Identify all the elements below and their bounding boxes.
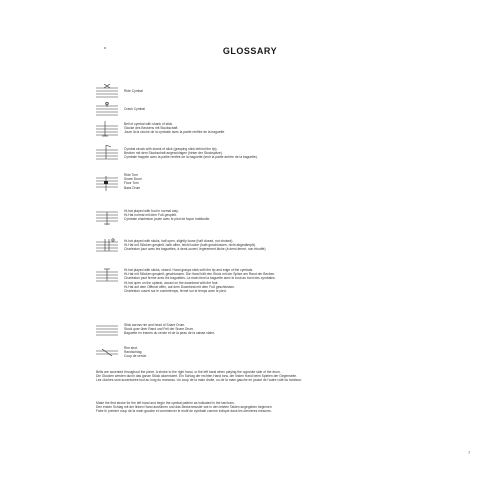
entry-line: Baguette en travers du cercle et de la peau de la caisse claire. [124,331,216,336]
entry-line: Hi-hat played with sticks, closed. Hand grasps stick with the tip and edge of the cymbals. [124,268,254,272]
entry-line: Ride Tom [124,173,138,177]
entry-line: Stock quer über Rand und Fell der Snare Drum. [124,327,195,332]
note-paragraph-1 [96,370,472,383]
entry-line: Glocke des Beckens mit Stockschaft. [124,126,179,131]
entry-line: Ride Cymbal [124,89,143,93]
entry-line: Becken mit dem Stockschaft angeschlagen (hinter der Stockspitze). [124,151,223,156]
entry-line: Charleston joué fermé avec les baguettes. La main tient la baguette avec le bout au bord des cymbales. [124,276,276,281]
paragraph-line: Les cloches sont accentuées tout au long du morceau. Un coup de la main droite, ou de la main gauche en jouant de l'autre côté du tambour. [96,378,302,383]
entry-line: Floor Tom [124,181,139,186]
entry-line: Jouer la la cloche de la cymbale avec la partie renflée de la baguette. [124,130,226,135]
note-paragraph-2 [96,401,472,414]
entry-line: Randschlag. [124,350,143,355]
ride-cymbal-notation-icon [96,84,118,102]
entry-line: Charleston joué avec les baguettes, à demi-ouvert, légèrement lâche (à demi-fermé, non étouffé). [124,247,267,252]
entry-line: Rim shot. [124,346,138,350]
entry-line: Hi-hat played with foot in normal way. [124,209,179,213]
entry-line: Snare Drum [124,177,142,182]
entry-line: Hi-Hat mit Stöcken gespielt, halb offen, leicht locker (halb geschlossen, nicht abgedämpft). [124,243,256,248]
rim-shot-notation-icon [96,345,118,363]
crash-cymbal-notation-icon [96,102,118,120]
entry-line: Hi-Hat mit Stöcken gespielt, geschlossen. Die Hand hält den Stock mit der Spitze am Rand der Becken. [124,272,276,277]
paragraph-line: Den ersten Schlag mit der linken Hand ausführen und das Beckenmuster wie in den letzten Takten angegeben beginnen. [96,405,273,410]
entry-line: Cymbale charleston jouée avec le pied de façon habituelle. [124,217,211,222]
scan-speck [104,47,106,49]
drums-notation-icon [96,172,118,194]
entry-line: Hi-Hat auf dem Offbeat offen, auf dem Downbeat mit dem Fuß geschlossen. [124,284,236,289]
page-title: GLOSSARY [222,46,278,56]
paragraph-line: Die Glocken werden durch das ganze Stück akzentuiert. Ein Schlag der rechten Hand bzw. der linken Hand beim Spielen der Gegenseite. [96,374,298,379]
cross-stick-notation-icon [96,322,118,340]
entry-line: Crash Cymbal [124,107,145,111]
hihat-half-open-notation-icon [96,238,118,256]
entry-line: Cymbale frappée avec la partie renflée de la baguette (tenir la partie arrière de la baguette). [124,155,258,160]
paragraph-line: Faire le premier coup de la main gauche et commencer le motif de cymbale comme indiqué dans les dernières mesures. [96,409,272,414]
page-number: 7 [468,450,471,455]
entry-line: Hi-Hat normal mit dem Fuß gespielt. [124,213,177,218]
paragraph-line: Make the first stroke for the left hand and begin the cymbal pattern as indicated in the last bars. [96,401,235,405]
entry-line: Bass Drum [124,185,141,190]
entry-line: Coup de cercle. [124,354,148,359]
entry-line: Stick across rim and head of Snare Drum. [124,323,186,327]
entry-line: Cymbal struck with shank of stick (grasping stick behind the tip). [124,147,218,151]
entry-line: Bell of cymbal with shank of stick. [124,122,174,126]
bell-cymbal-notation-icon [96,121,118,139]
paragraph-line: Bells are accented throughout the piece. A stroke to the right hand, or the left hand when playing the opposite side of the drum. [96,370,281,374]
shank-cymbal-notation-icon [96,145,118,163]
entry-line: Charleston ouvert sur le contretemps, fermé sur le temps avec le pied. [124,289,227,294]
entry-line: Hi-hat played with sticks, half open, slightly loose (half closed, not choked). [124,239,234,243]
hihat-closed-notation-icon [96,268,118,286]
hihat-foot-notation-icon [96,208,118,226]
entry-line: Hi-hat open on the upbeat, closed on the downbeat with the foot. [124,280,219,285]
